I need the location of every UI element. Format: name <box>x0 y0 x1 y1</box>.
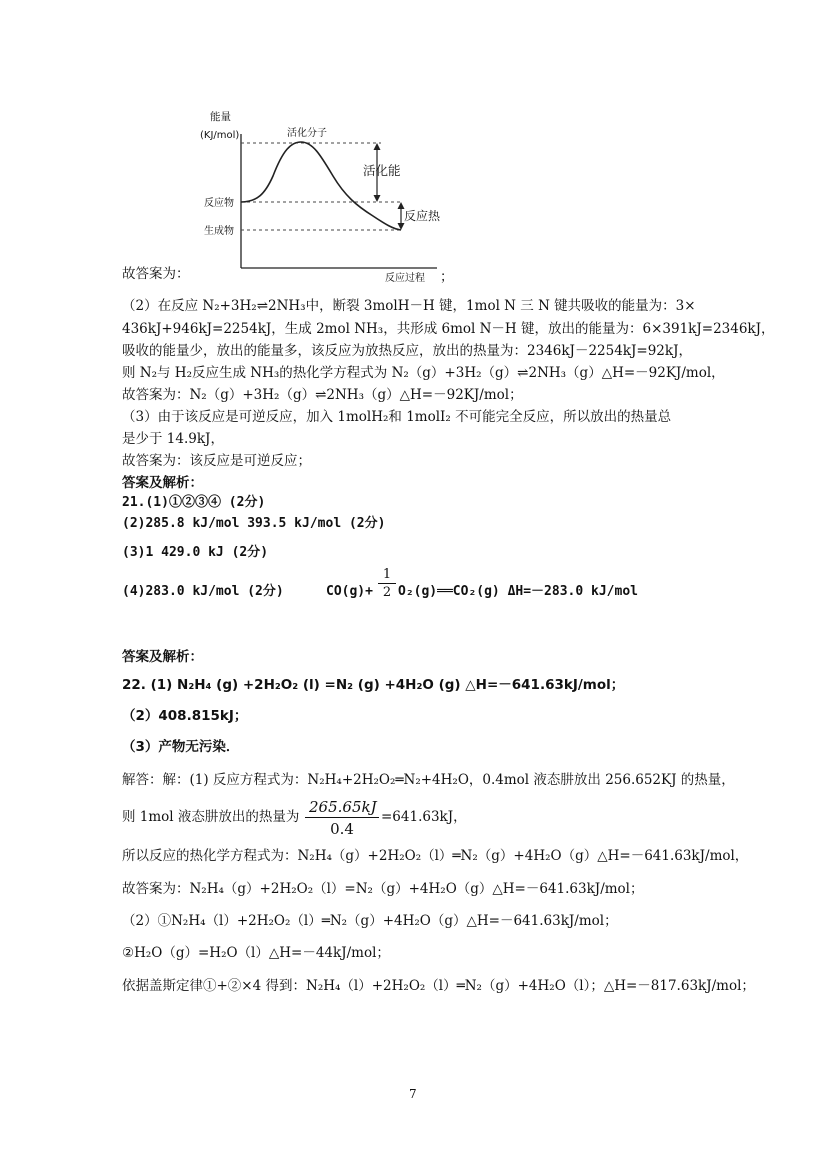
page-number: 7 <box>409 1087 417 1101</box>
text-line: 436kJ+946kJ=2254kJ，生成 2mol NH₃，共形成 6mol N－H 键，放出的能量为：6×391kJ=2346kJ， <box>122 321 775 337</box>
text-line: 则 N₂与 H₂反应生成 NH₃的热化学方程式为 N₂（g）+3H₂（g）⇌2NH₃（g）△H=－92KJ/mol， <box>122 365 725 381</box>
text-line: ②H₂O（g）=H₂O（l）△H=－44kJ/mol； <box>122 945 390 961</box>
heat-arrow-top <box>398 202 405 209</box>
activation-arrow-top <box>374 143 381 150</box>
peak-label: 活化分子 <box>287 128 327 139</box>
section-heading: 答案及解析： <box>122 649 203 665</box>
text-line: （3）由于该反应是可逆反应，加入 1molH₂和 1molI₂ 不可能完全反应，所以放出的热量总 <box>122 409 672 425</box>
answer-prefix: 故答案为： <box>122 266 190 282</box>
text-line: （2）在反应 N₂+3H₂⇌2NH₃中，断裂 3molH－H 键，1mol N 三 N 键共吸收的能量为：3× <box>122 298 696 314</box>
activation-arrow-bottom <box>374 195 381 202</box>
reactant-label: 反应物 <box>204 198 234 209</box>
y-axis-label: 能量 <box>210 111 231 123</box>
answer-22-2: （2）408.815kJ； <box>122 708 248 724</box>
text-line: =641.63kJ， <box>381 809 467 825</box>
text-line: 依据盖斯定律①+②×4 得到：N₂H₄（l）+2H₂O₂（l）═N₂（g）+4H₂O（l）；△H=－817.63kJ/mol； <box>122 978 755 994</box>
fraction-heat: $\frac{265.65kJ}{0.4}$ <box>305 797 379 840</box>
equation-part: CO(g)+ <box>326 584 373 599</box>
activation-energy-label: 活化能 <box>363 163 401 178</box>
answer-21-1: 21.(1)①②③④ (2分) <box>122 495 266 510</box>
reaction-heat-label: 反应热 <box>404 209 441 223</box>
text-line: 吸收的能量少，放出的能量多，该反应为放热反应，放出的热量为：2346kJ－2254kJ=92kJ， <box>122 343 692 359</box>
y-axis-unit: (KJ/mol) <box>200 130 240 141</box>
text-line: 故答案为：N₂H₄（g）+2H₂O₂（l）=N₂（g）+4H₂O（g）△H=－641.63kJ/mol； <box>122 881 644 897</box>
text-line: 则 1mol 液态肼放出的热量为 <box>122 809 300 825</box>
text-line: 所以反应的热化学方程式为：N₂H₄（g）+2H₂O₂（l）═N₂（g）+4H₂O（g）△H=－641.63kJ/mol， <box>122 848 749 864</box>
text-line: 故答案为：该反应是可逆反应； <box>122 453 311 469</box>
x-axis-label: 反应过程 <box>385 273 425 284</box>
equation-part: O₂(g)══CO₂(g) ΔH=－283.0 kJ/mol <box>398 584 638 599</box>
product-label: 生成物 <box>204 226 234 237</box>
energy-diagram <box>195 104 465 284</box>
text-line: （2）①N₂H₄（l）+2H₂O₂（l）═N₂（g）+4H₂O（g）△H=－641.63kJ/mol； <box>122 913 618 929</box>
answer-22-3: （3）产物无污染． <box>122 739 240 755</box>
answer-22-1: 22. (1) N₂H₄ (g) +2H₂O₂ (l) =N₂ (g) +4H₂O (g) △H=－641.63kJ/mol； <box>122 677 625 693</box>
text-line: 是少于 14.9kJ， <box>122 431 224 447</box>
answer-21-3: (3)1 429.0 kJ (2分) <box>122 545 269 560</box>
text-line: 解答：解：(1) 反应方程式为：N₂H₄+2H₂O₂═N₂+4H₂O，0.4mol 液态肼放出 256.652KJ 的热量， <box>122 772 735 788</box>
text-line: 故答案为：N₂（g）+3H₂（g）⇌2NH₃（g）△H=－92KJ/mol； <box>122 387 523 403</box>
fraction-half: $\frac{1}{2}$ <box>378 566 396 602</box>
answer-21-4: (4)283.0 kJ/mol (2分) <box>122 584 284 599</box>
answer-21-2: (2)285.8 kJ/mol 393.5 kJ/mol (2分) <box>122 516 386 531</box>
answer-suffix: ； <box>440 269 454 285</box>
section-heading: 答案及解析： <box>122 475 203 491</box>
